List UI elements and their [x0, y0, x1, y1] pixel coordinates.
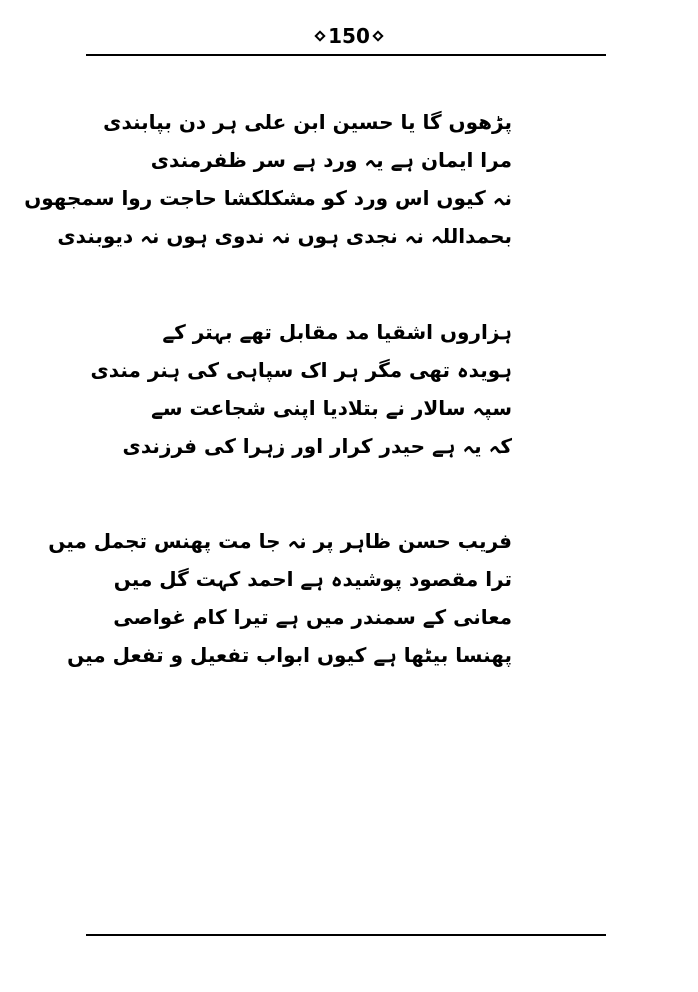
- verse-line: ترا مقصود پوشیدہ ہے احمد کہت گل میں: [113, 567, 512, 591]
- verse-line: پڑھوں گا یا حسین ابن علی ہر دن بپابندی: [103, 110, 512, 134]
- verse-line: ہزاروں اشقیا مد مقابل تھے بہتر کے: [162, 320, 512, 344]
- verse-line: ہویدہ تھی مگر ہر اک سپاہی کی ہنر مندی: [90, 358, 512, 382]
- verse-line: مرا ایمان ہے یہ ورد ہے سر ظفرمندی: [150, 148, 512, 172]
- stanza-2: [90, 313, 512, 465]
- verse-line: سپہ سالار نے بتلادیا اپنی شجاعت سے: [151, 396, 512, 420]
- verse-line: بحمداللہ نہ نجدی ہوں نہ ندوی ہوں نہ دیوبندی: [57, 224, 512, 248]
- verse-line: کہ یہ ہے حیدر کرار اور زہرا کی فرزندی: [122, 434, 512, 458]
- verse-line: فریب حسن ظاہر پر نہ جا مت پھنس تجمل میں: [48, 529, 512, 553]
- header-rule: [86, 54, 606, 56]
- stanza-1: [24, 103, 512, 255]
- verse-line: پھنسا بیٹھا ہے کیوں ابواب تفعیل و تفعل میں: [67, 643, 512, 667]
- left-ornament-icon: [314, 30, 326, 42]
- verse-line: معانی کے سمندر میں ہے تیرا کام غواصی: [113, 605, 512, 629]
- page-number-text: 150: [328, 24, 370, 48]
- right-ornament-icon: [372, 30, 384, 42]
- footer-rule: [86, 934, 606, 936]
- page-number: [314, 22, 384, 50]
- verse-line: نہ کیوں اس ورد کو مشکلکشا حاجت روا سمجھوں: [24, 186, 512, 210]
- stanza-3: [48, 522, 512, 674]
- page-header: [0, 22, 698, 50]
